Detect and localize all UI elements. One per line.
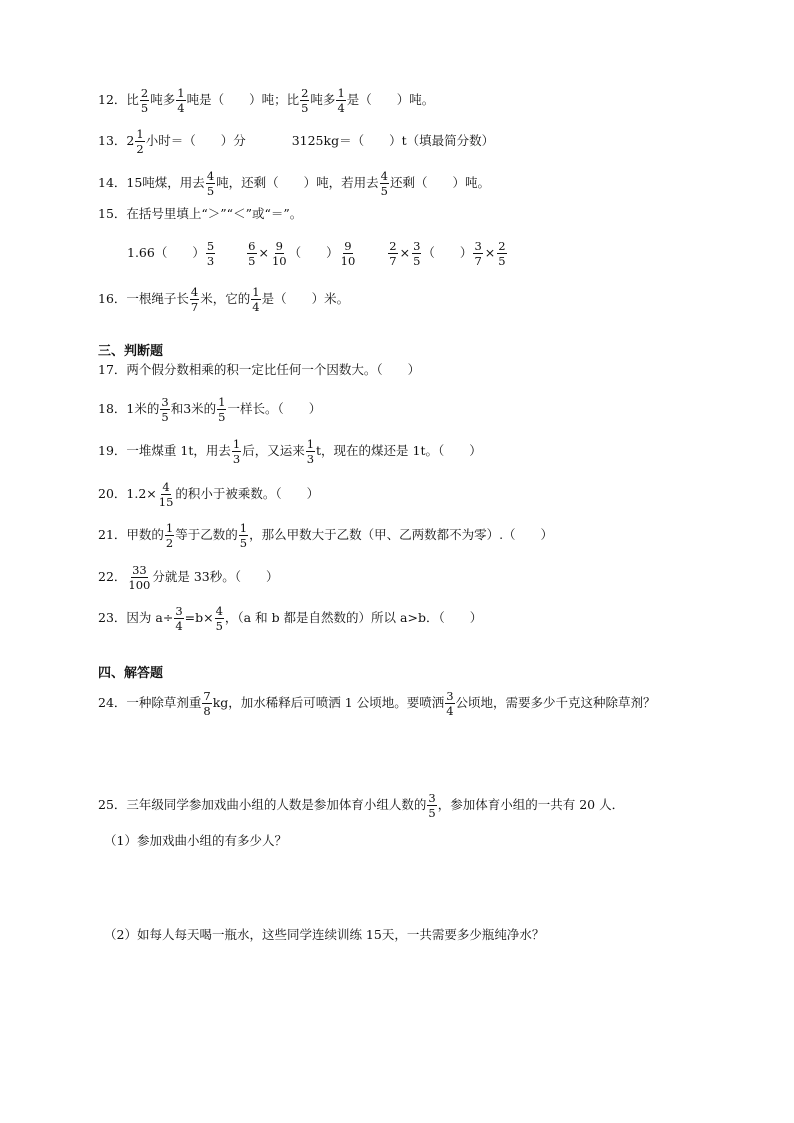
question-19: 19．一堆煤重 1t，用去 $\frac{1}{3}$ 后，又运来 $\frac{1}{3}$ t，现在的煤还是 1t。（ ） [98,437,482,467]
question-23: 23．因为 a÷ $\frac{3}{4}$ =b× $\frac{4}{5}$ ，（a 和 b 都是自然数的）所以 a>b．（ ） [98,604,483,634]
fraction: $\frac{4}{15}$ [158,480,174,510]
fraction: $\frac{1}{4}$ [177,86,185,116]
fraction: $\frac{1}{2}$ [165,521,174,551]
fraction: $\frac{6}{5}$ [248,239,256,269]
question-13: 13． 2 $\frac{1}{2}$ 小时＝（ ）分 3125kg＝（ ）t（填最简分数） [98,127,495,157]
question-16: 16．一根绳子长 $\frac{4}{7}$ 米，它的 $\frac{1}{4}$ 是（ ）米。 [98,285,350,315]
fraction: $\frac{7}{8}$ [203,689,211,719]
fraction: $\frac{1}{4}$ [252,285,260,315]
fraction: $\frac{5}{3}$ [206,239,215,269]
fraction: $\frac{2}{5}$ [498,239,506,269]
question-25: 25．三年级同学参加戏曲小组的人数是参加体育小组人数的 $\frac{3}{5}$ ，参加体育小组的一共有 20 人． [98,791,625,821]
fraction: $\frac{2}{5}$ [301,86,309,116]
fraction: $\frac{1}{4}$ [337,86,345,116]
fraction: $\frac{1}{2}$ [136,127,144,157]
fraction: $\frac{1}{5}$ [239,521,248,551]
fraction: $\frac{33}{100}$ [128,563,151,593]
question-24: 24．一种除草剂重 $\frac{7}{8}$ kg，加水稀释后可喷洒 1 公顷地。要喷洒 $\frac{3}{4}$ 公顷地，需要多少千克这种除草剂？ [98,689,656,719]
fraction: $\frac{4}{5}$ [380,169,388,199]
section-heading-judgment: 三、判断题 [98,344,164,359]
mixed-whole: 2 [126,133,135,149]
fraction: $\frac{1}{3}$ [306,437,315,467]
fraction: $\frac{2}{7}$ [389,239,397,269]
fraction: $\frac{9}{10}$ [340,239,356,269]
question-20: 20．1.2× $\frac{4}{15}$ 的积小于被乘数。（ ） [98,480,320,510]
fraction: $\frac{3}{4}$ [446,689,454,719]
question-12: 12．比 $\frac{2}{5}$ 吨多 $\frac{1}{4}$ 吨是（ ）吨；比 $\frac{2}{5}$ 吨多 $\frac{1}{4}$ 是（ ）吨。 [98,86,435,116]
question-14: 14．15吨煤，用去 $\frac{4}{5}$ 吨，还剩（ ）吨，若用去 $\frac{4}{5}$ 还剩（ ）吨。 [98,169,490,199]
fraction: $\frac{2}{5}$ [140,86,149,116]
fraction: $\frac{4}{7}$ [190,285,199,315]
section-heading-solve: 四、解答题 [98,666,164,681]
fraction: $\frac{3}{4}$ [175,604,183,634]
fraction: $\frac{4}{5}$ [206,169,215,199]
fraction: $\frac{3}{7}$ [474,239,482,269]
question-25-part-1: （1）参加戏曲小组的有多少人？ [104,833,287,848]
fraction: $\frac{4}{5}$ [215,604,223,634]
question-15-title: 15．在括号里填上“＞”“＜”或“＝”。 [98,206,303,221]
question-15-comparisons: 1.66（ ） $\frac{5}{3}$ $\frac{6}{5}$ × $\frac{9}{10}$ （ ） $\frac{9}{10}$ $\frac{2}{7}$ × $\frac{3}{5}$ （ ） $\frac{3}{7}$ × $\frac{2}{5}$ [127,239,506,269]
fraction: $\frac{9}{10}$ [271,239,287,269]
fraction: $\frac{3}{5}$ [428,791,436,821]
fraction: $\frac{1}{3}$ [232,437,241,467]
question-12-text: 12．比 [98,92,139,108]
question-18: 18．1米的 $\frac{3}{5}$ 和3米的 $\frac{1}{5}$ 一样长。（ ） [98,395,322,425]
fraction: $\frac{3}{5}$ [413,239,421,269]
question-17: 17．两个假分数相乘的积一定比任何一个因数大。（ ） [98,362,421,377]
fraction: $\frac{3}{5}$ [161,395,169,425]
question-22: 22． $\frac{33}{100}$ 分就是 33秒。（ ） [98,563,279,593]
question-25-part-2: （2）如每人每天喝一瓶水，这些同学连续训练 15天，一共需要多少瓶纯净水？ [104,927,545,942]
question-21: 21．甲数的 $\frac{1}{2}$ 等于乙数的 $\frac{1}{5}$ ，那么甲数大于乙数（甲、乙两数都不为零）.（ ） [98,521,554,551]
fraction: $\frac{1}{5}$ [218,395,226,425]
